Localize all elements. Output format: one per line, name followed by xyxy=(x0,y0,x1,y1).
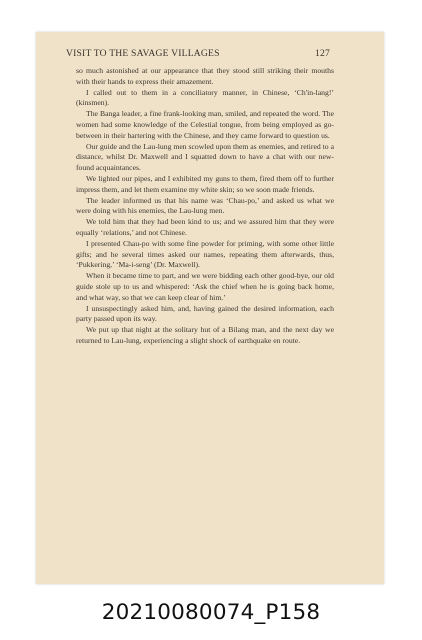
page-body-text xyxy=(76,66,334,347)
paragraph-8: I presented Chau-po with some fine powder for priming, with some other little gifts; and he several times asked our names, repeating them afterwards, thus, ‘Pukkering,’ ‘Ma-i-seng’ (Dr. Maxwell). xyxy=(76,238,334,270)
paragraph-6: The leader informed us that his name was ‘Chau-po,’ and asked us what we were doing with his enemies, the Lau-lung men. xyxy=(76,195,334,216)
page-number: 127 xyxy=(315,48,330,59)
paragraph-7: We told him that they had been kind to us; and we assured him that they were equally ‘relations,’ and not Chinese. xyxy=(76,217,334,237)
paragraph-2: I called out to them in a conciliatory manner, in Chinese, ‘Ch'in-lang!’ (kinsmen). xyxy=(76,87,334,108)
paragraph-9: When it became time to part, and we were bidding each other good-bye, our old guide stole up to us and whispered: ‘Ask the chief when he is going back home, and what way, so that we can keep clear of him.’ xyxy=(76,271,334,302)
paragraph-4: Our guide and the Lau-lung men scowled upon them as enemies, and retired to a distance, whilst Dr. Maxwell and I squatted down to have a chat with our new-found acquaintances. xyxy=(76,141,334,173)
image-identifier-caption: 20210080074_P158 xyxy=(101,600,321,625)
running-title: VISIT TO THE SAVAGE VILLAGES xyxy=(66,48,220,59)
paragraph-3: The Banga leader, a fine frank-looking man, smiled, and repeated the word. The women had some knowledge of the Celestial tongue, from being employed as go-between in their bartering with the Chinese, and they came forward to question us. xyxy=(76,109,334,140)
paragraph-11: We put up that night at the solitary hut of a Bilang man, and the next day we returned to Lau-lung, experiencing a slight shock of earthquake en route. xyxy=(76,325,334,345)
paragraph-1: so much astonished at our appearance that they stood still striking their mouths with their hands to express their amazement. xyxy=(76,66,334,86)
paragraph-10: I unsuspectingly asked him, and, having gained the desired information, each party passed upon its way. xyxy=(76,303,334,324)
paragraph-5: We lighted our pipes, and I exhibited my guns to them, fired them off to further impress them, and let them examine my white skin; so we soon made friends. xyxy=(76,173,334,194)
